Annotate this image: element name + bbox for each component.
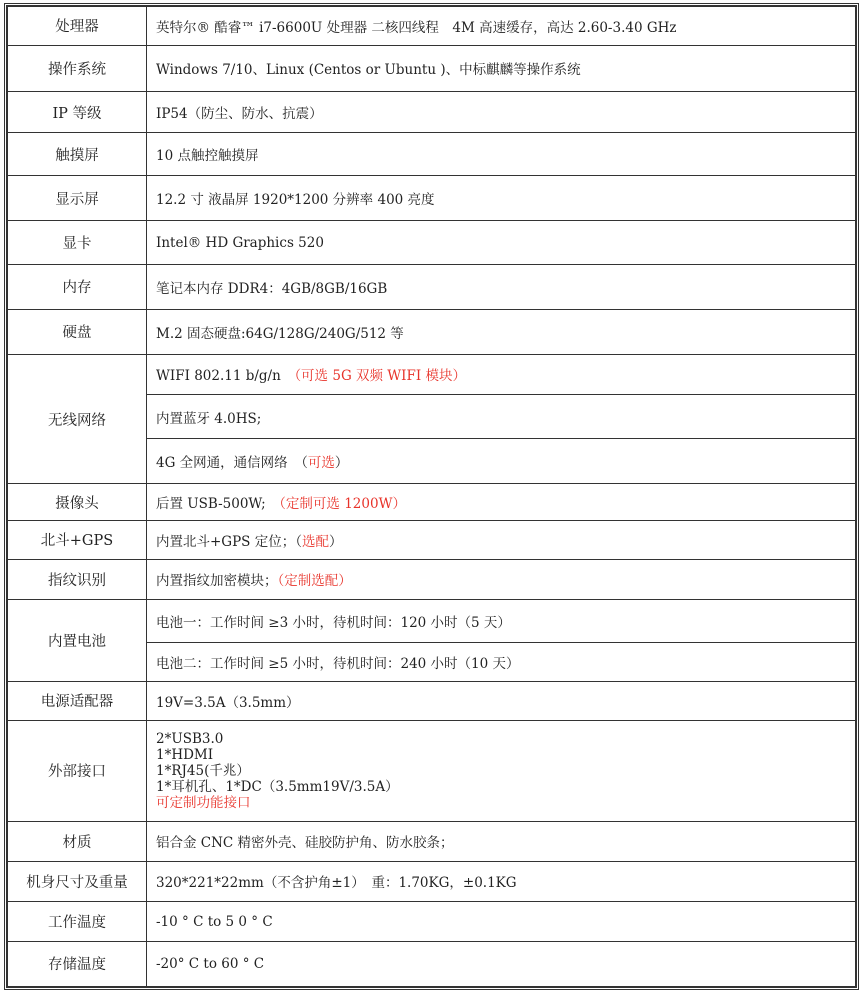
row-ram [8, 265, 856, 310]
label-ip: IP 等级 [8, 91, 147, 133]
row-display [8, 176, 856, 221]
value-bluetooth: 内置蓝牙 4.0HS; [147, 394, 856, 439]
value-gps [147, 520, 856, 559]
row-os [8, 45, 856, 91]
port-line: 2*USB3.0 [156, 730, 224, 747]
fingerprint-text: 内置指纹加密模块； [156, 573, 278, 590]
spec-table [7, 6, 856, 987]
row-touch [8, 133, 856, 176]
row-camera [8, 484, 856, 521]
value-display: 12.2 寸 液晶屏 1920*1200 分辨率 400 亮度 [147, 176, 856, 221]
value-cellular [147, 439, 856, 484]
value-ports [147, 720, 856, 821]
value-adapter: 19V=3.5A（3.5mm） [147, 681, 856, 720]
value-camera [147, 484, 856, 521]
row-battery-1 [8, 600, 856, 643]
label-camera: 摄像头 [8, 484, 147, 521]
row-wireless-wifi [8, 354, 856, 394]
value-os: Windows 7/10、Linux (Centos or Ubuntu )、中标麒麟等操作系统 [147, 45, 856, 91]
wifi-option: （可选 5G 双频 WIFI 模块） [294, 368, 467, 385]
label-ports: 外部接口 [8, 720, 147, 821]
value-ram: 笔记本内存 DDR4：4GB/8GB/16GB [147, 265, 856, 310]
gps-end: ） [328, 533, 343, 550]
gps-option: 选配 [301, 533, 329, 550]
row-store-temp [8, 941, 856, 986]
cellular-text: 4G 全网通，通信网络 （ [156, 455, 308, 472]
value-wifi [147, 354, 856, 394]
spec-table-frame [4, 3, 859, 990]
label-battery: 内置电池 [8, 600, 147, 681]
label-gpu: 显卡 [8, 221, 147, 265]
value-ip: IP54（防尘、防水、抗震） [147, 91, 856, 133]
label-touch: 触摸屏 [8, 133, 147, 176]
port-line: 1*HDMI [156, 746, 214, 763]
gps-text: 内置北斗+GPS 定位；（ [156, 533, 302, 550]
row-ip [8, 91, 856, 133]
fingerprint-option: （定制选配） [277, 573, 352, 590]
label-cpu: 处理器 [8, 7, 147, 46]
row-size [8, 861, 856, 902]
label-ram: 内存 [8, 265, 147, 310]
value-size: 320*221*22mm（不含护角±1） 重：1.70KG，±0.1KG [147, 861, 856, 902]
row-disk [8, 309, 856, 354]
camera-text: 后置 USB-500W; [156, 496, 280, 513]
label-disk: 硬盘 [8, 309, 147, 354]
label-work-temp: 工作温度 [8, 902, 147, 942]
label-adapter: 电源适配器 [8, 681, 147, 720]
value-material: 铝合金 CNC 精密外壳、硅胶防护角、防水胶条； [147, 821, 856, 861]
row-material [8, 821, 856, 861]
cellular-end: ） [334, 455, 349, 472]
port-custom: 可定制功能接口 [156, 794, 251, 811]
label-fingerprint: 指纹识别 [8, 559, 147, 600]
camera-option: （定制可选 1200W） [279, 496, 406, 513]
label-material: 材质 [8, 821, 147, 861]
port-line: 1*RJ45(千兆） [156, 762, 250, 779]
row-adapter [8, 681, 856, 720]
cellular-option: 可选 [307, 455, 335, 472]
row-ports [8, 720, 856, 821]
label-size: 机身尺寸及重量 [8, 861, 147, 902]
value-battery-2: 电池二：工作时间 ≥5 小时，待机时间：240 小时（10 天） [147, 643, 856, 682]
value-touch: 10 点触控触摸屏 [147, 133, 856, 176]
row-gpu [8, 221, 856, 265]
value-fingerprint [147, 559, 856, 600]
value-battery-1: 电池一：工作时间 ≥3 小时，待机时间：120 小时（5 天） [147, 600, 856, 643]
value-store-temp: -20° C to 60 ° C [147, 941, 856, 986]
port-line: 1*耳机孔、1*DC（3.5mm19V/3.5A） [156, 778, 399, 795]
wifi-text: WIFI 802.11 b/g/n [156, 368, 295, 385]
label-wireless: 无线网络 [8, 354, 147, 484]
row-cpu [8, 7, 856, 46]
label-store-temp: 存储温度 [8, 941, 147, 986]
value-disk: M.2 固态硬盘:64G/128G/240G/512 等 [147, 309, 856, 354]
value-gpu: Intel® HD Graphics 520 [147, 221, 856, 265]
label-gps: 北斗+GPS [8, 520, 147, 559]
label-display: 显示屏 [8, 176, 147, 221]
value-work-temp: -10 ° C to 5 0 ° C [147, 902, 856, 942]
value-cpu: 英特尔® 酷睿™ i7-6600U 处理器 二核四线程 4M 高速缓存，高达 2.60-3.40 GHz [147, 7, 856, 46]
row-work-temp [8, 902, 856, 942]
label-os: 操作系统 [8, 45, 147, 91]
row-fingerprint [8, 559, 856, 600]
row-gps [8, 520, 856, 559]
